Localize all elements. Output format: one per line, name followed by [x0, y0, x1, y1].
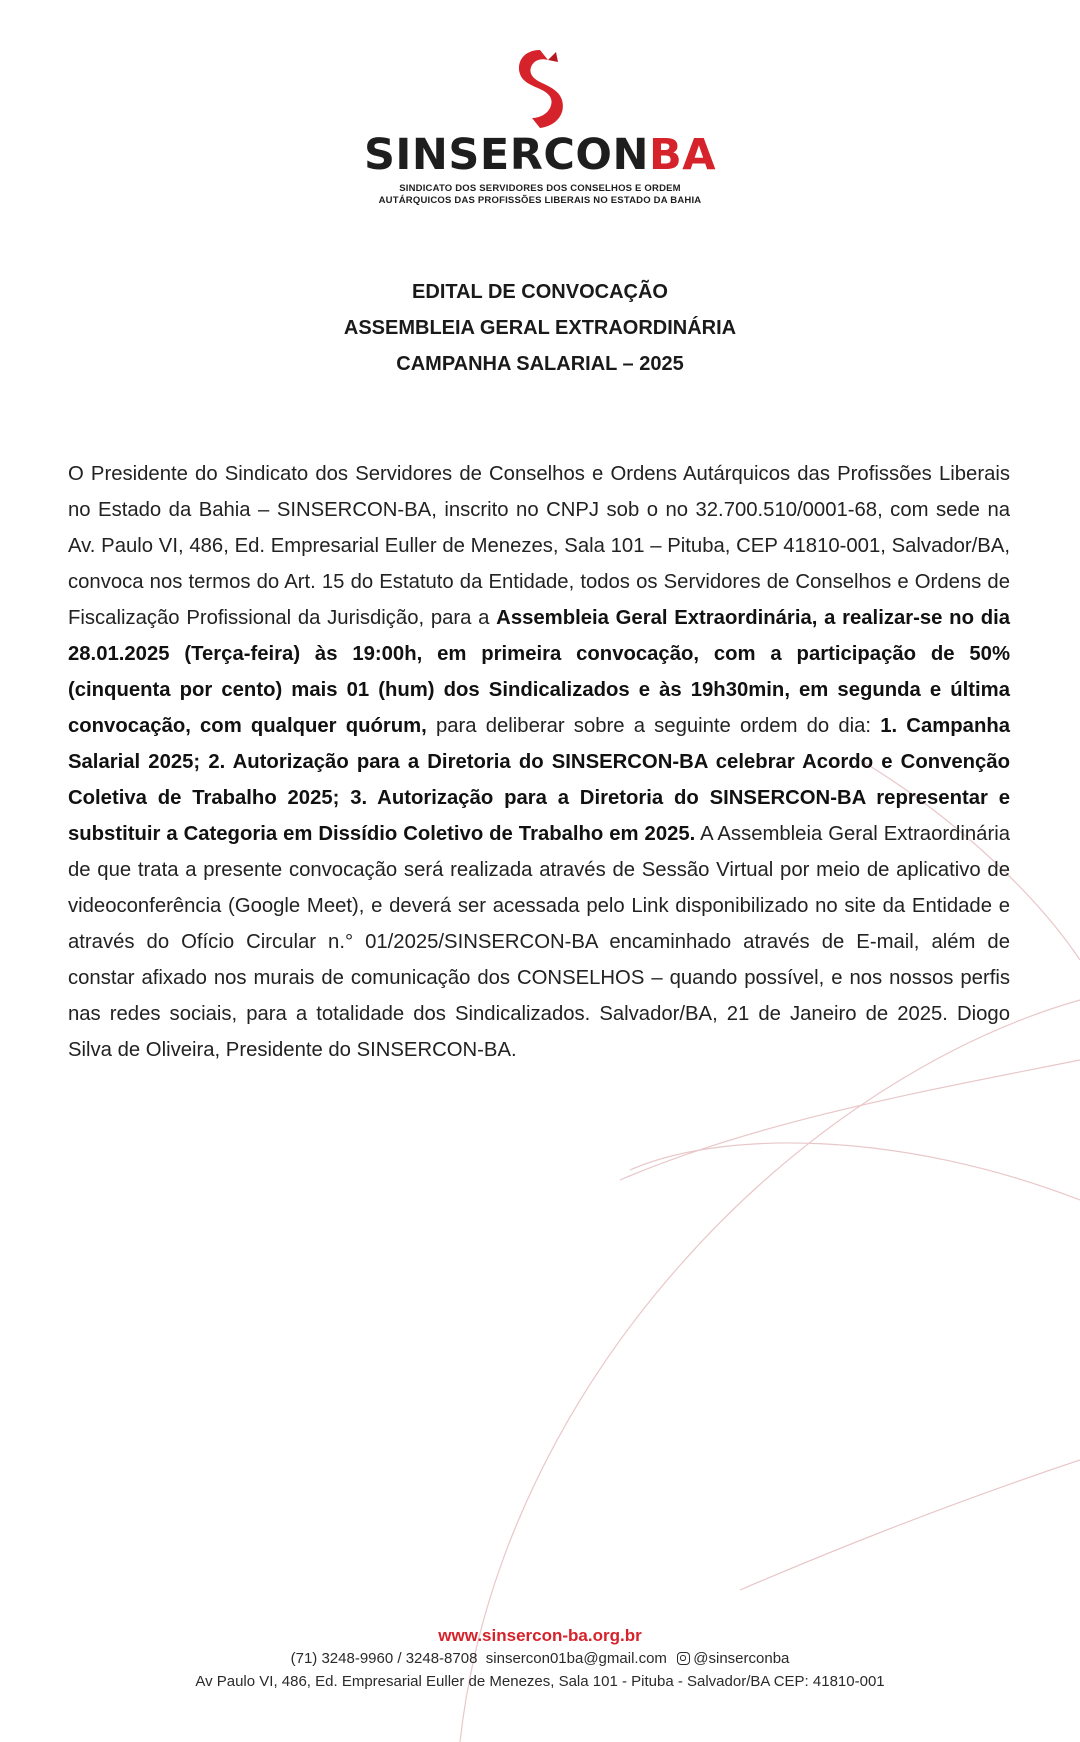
- logo-subtitle-line2: AUTÁRQUICOS DAS PROFISSÕES LIBERAIS NO ESTADO DA BAHIA: [378, 195, 702, 206]
- title-line2: ASSEMBLEIA GERAL EXTRAORDINÁRIA: [343, 317, 737, 339]
- logo-name-accent: BA: [648, 130, 717, 180]
- footer-contacts: [0, 1647, 1080, 1670]
- title-line1: EDITAL DE CONVOCAÇÃO: [412, 281, 668, 303]
- body-bold-2: 1. Campanha Salarial 2025; 2. Autorização para a Diretoria do SINSERCON-BA celebrar Acordo e Convenção Coletiva de Trabalho 2025; 3. Autorização para a Diretoria do SINSERCON-BA representar e substituir a Categoria em Dissídio Coletivo de Trabalho em 2025.: [68, 715, 1010, 845]
- logo-wordmark: [0, 130, 1080, 180]
- red-s-logo-icon: [510, 48, 570, 130]
- logo-subtitle-line1: SINDICATO DOS SERVIDORES DOS CONSELHOS E ORDEM: [399, 183, 681, 194]
- instagram-icon: [677, 1652, 690, 1665]
- footer-address: Av Paulo VI, 486, Ed. Empresarial Euller de Menezes, Sala 101 - Pituba - Salvador/BA CEP: 41810-001: [195, 1673, 885, 1690]
- footer-website-link[interactable]: www.sinsercon-ba.org.br: [438, 1626, 642, 1645]
- footer-email[interactable]: sinsercon01ba@gmail.com: [485, 1650, 667, 1667]
- notice-body: [68, 456, 1010, 1068]
- footer: [0, 1624, 1080, 1693]
- title-line3: CAMPANHA SALARIAL – 2025: [396, 353, 684, 375]
- document-titles: [0, 274, 1080, 382]
- logo-subtitle: [0, 183, 1080, 207]
- logo: [0, 48, 1080, 207]
- body-text-1: O Presidente do Sindicato dos Servidores de Conselhos e Ordens Autárquicos das Profissões Liberais no Estado da Bahia – SINSERCON-BA, inscrito no CNPJ sob o no 32.700.510/0001-68, com sede na Av. Paulo VI, 486, Ed. Empresarial Euller de Menezes, Sala 101 – Pituba, CEP 41810-001, Salvador/BA, convoca nos termos do Art. 15 do Estatuto da Entidade, todos os Servidores de Conselhos e Ordens de Fiscalização Profissional da Jurisdição, para a: [68, 463, 1010, 629]
- footer-phones: (71) 3248-9960 / 3248-8708: [290, 1650, 478, 1667]
- body-bold-1: Assembleia Geral Extraordinária, a realizar-se no dia 28.01.2025 (Terça-feira) às 19:00h, em primeira convocação, com a participação de 50% (cinquenta por cento) mais 01 (hum) dos Sindicalizados e às 19h30min, em segunda e última convocação, com qualquer quórum,: [68, 607, 1010, 737]
- body-text-3: A Assembleia Geral Extraordinária de que trata a presente convocação será realizada através de Sessão Virtual por meio de aplicativo de videoconferência (Google Meet), e deverá ser acessada pelo Link disponibilizado no site da Entidade e através do Ofício Circular n.° 01/2025/SINSERCON-BA encaminhado através de E-mail, além de constar afixado nos murais de comunicação dos CONSELHOS – quando possível, e nos nossos perfis nas redes sociais, para a totalidade dos Sindicalizados. Salvador/BA, 21 de Janeiro de 2025. Diogo Silva de Oliveira, Presidente do SINSERCON-BA.: [68, 823, 1010, 1061]
- logo-name-main: SINSERCON: [363, 130, 649, 180]
- body-text-2: para deliberar sobre a seguinte ordem do dia:: [426, 715, 881, 737]
- footer-instagram[interactable]: @sinserconba: [693, 1650, 790, 1667]
